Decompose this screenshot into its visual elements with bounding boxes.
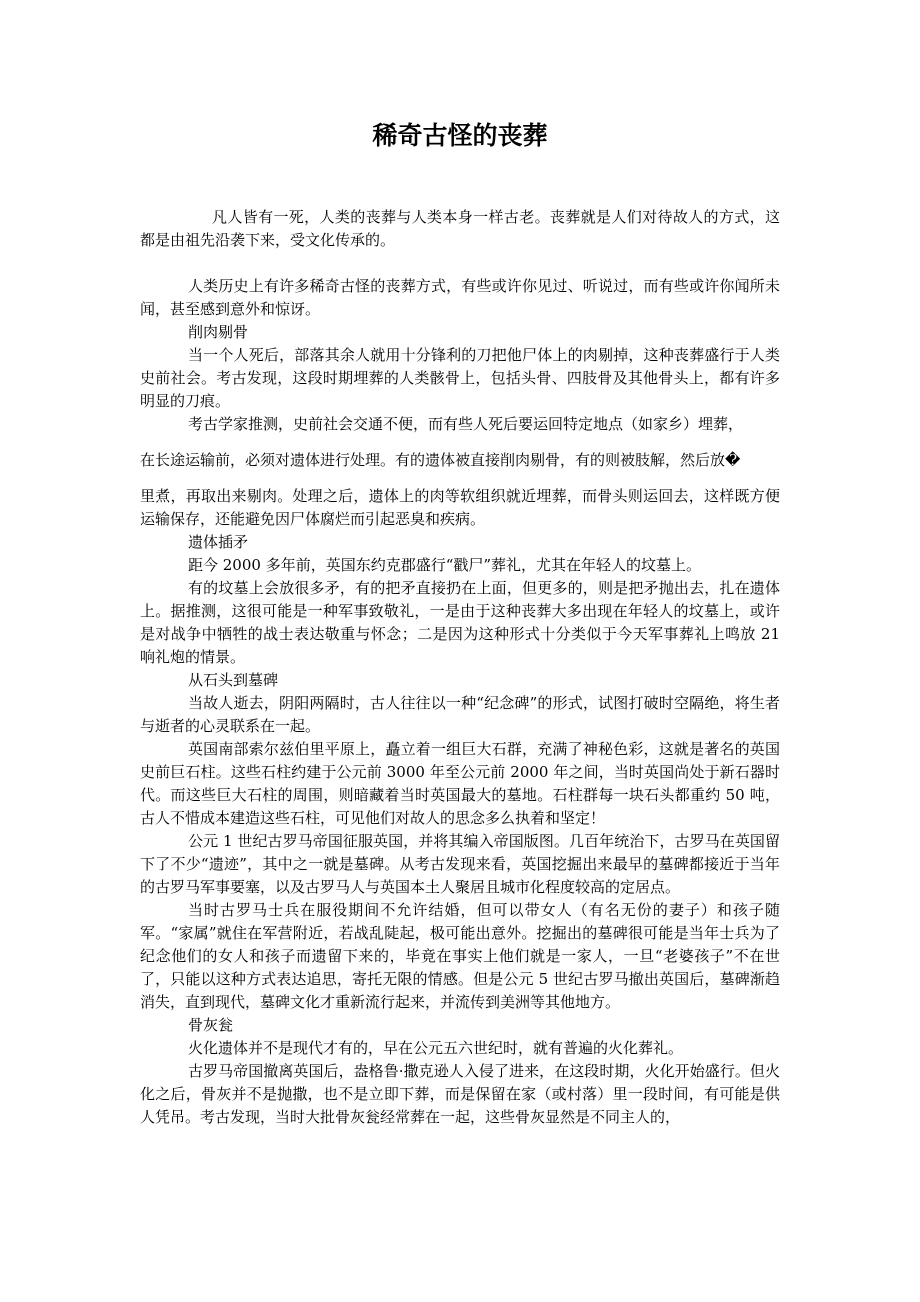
paragraph: 当时古罗马士兵在服役期间不允许结婚，但可以带女人（有名无份的妻子）和孩子随军。“家属”就住在军营附近，若战乱陡起，极可能出意外。挖掘出的墓碑很可能是当年士兵为了纪念他们的女人和孩子而遗留下来的，毕竟在事实上他们就是一家人，一旦“老婆孩子”不在世了，只能以这种方式表达追思，寄托无限的情感。但是公元 5 世纪古罗马撤出英国后，墓碑渐趋消失，直到现代，墓碑文化才重新流行起来，并流传到美洲等其他地方。 xyxy=(140,901,780,1011)
section-heading: 从石头到墓碑 xyxy=(188,671,279,689)
paragraph: 在长途运输前，必须对遗体进行处理。有的遗体被直接削肉剔骨，有的则被肢解，然后放� xyxy=(140,451,741,469)
paragraph: 考古学家推测，史前社会交通不便，而有些人死后要运回特定地点（如家乡）埋葬， xyxy=(188,415,744,433)
paragraph: 当故人逝去，阴阳两隔时，古人往往以一种“纪念碑”的形式，试图打破时空隔绝，将生者与逝者的心灵联系在一起。 xyxy=(140,694,780,735)
paragraph: 人类历史上有许多稀奇古怪的丧葬方式，有些或许你见过、听说过，而有些或许你闻所未闻，甚至感到意外和惊讶。 xyxy=(140,277,780,318)
section-heading: 骨灰瓮 xyxy=(188,1016,234,1034)
section-heading: 削肉剔骨 xyxy=(188,323,249,341)
paragraph: 有的坟墓上会放很多矛，有的把矛直接扔在上面，但更多的，则是把矛抛出去，扎在遗体上。据推测，这很可能是一种军事致敬礼，一是由于这种丧葬大多出现在年轻人的坟墓上，或许是对战争中牺牲的战士表达敬重与怀念；二是因为这种形式十分类似于今天军事葬礼上鸣放 21 响礼炮的情景。 xyxy=(140,579,780,666)
intro-paragraph: 凡人皆有一死，人类的丧葬与人类本身一样古老。丧葬就是人们对待故人的方式，这都是由祖先沿袭下来，受文化传承的。 xyxy=(140,208,780,249)
paragraph: 古罗马帝国撤离英国后，盎格鲁·撒克逊人入侵了进来，在这段时期，火化开始盛行。但火化之后，骨灰并不是抛撒，也不是立即下葬，而是保留在家（或村落）里一段时间，有可能是供人凭吊。考古发现，当时大批骨灰瓮经常葬在一起，这些骨灰显然是不同主人的， xyxy=(140,1062,780,1126)
paragraph: 英国南部索尔兹伯里平原上，矗立着一组巨大石群，充满了神秘色彩，这就是著名的英国史前巨石柱。这些石柱约建于公元前 3000 年至公元前 2000 年之间，当时英国尚处于新石器时代。而这些巨大石柱的周围，则暗藏着当时英国最大的墓地。石柱群每一块石头都重约 50 吨，古人不惜成本建造这些石柱，可见他们对故人的思念多么执着和坚定！ xyxy=(140,740,780,827)
paragraph: 里煮，再取出来剔肉。处理之后，遗体上的肉等软组织就近埋葬，而骨头则运回去，这样既方便运输保存，还能避免因尸体腐烂而引起恶臭和疾病。 xyxy=(140,487,780,528)
paragraph: 当一个人死后，部落其余人就用十分锋利的刀把他尸体上的肉剔掉，这种丧葬盛行于人类史前社会。考古发现，这段时期埋葬的人类骸骨上，包括头骨、四肢骨及其他骨头上，都有许多明显的刀痕。 xyxy=(140,346,780,410)
section-heading: 遗体插矛 xyxy=(188,533,249,551)
paragraph: 火化遗体并不是现代才有的，早在公元五六世纪时，就有普遍的火化葬礼。 xyxy=(188,1039,684,1057)
document-body xyxy=(140,206,780,1129)
document-title: 稀奇古怪的丧葬 xyxy=(372,121,548,150)
paragraph: 距今 2000 多年前，英国东约克郡盛行“戳尸”葬礼，尤其在年轻人的坟墓上。 xyxy=(188,556,702,574)
paragraph: 公元 1 世纪古罗马帝国征服英国，并将其编入帝国版图。几百年统治下，古罗马在英国留下了不少“遗迹”，其中之一就是墓碑。从考古发现来看，英国挖掘出来最早的墓碑都接近于当年的古罗马军事要塞，以及古罗马人与英国本土人聚居且城市化程度较高的定居点。 xyxy=(140,832,780,896)
